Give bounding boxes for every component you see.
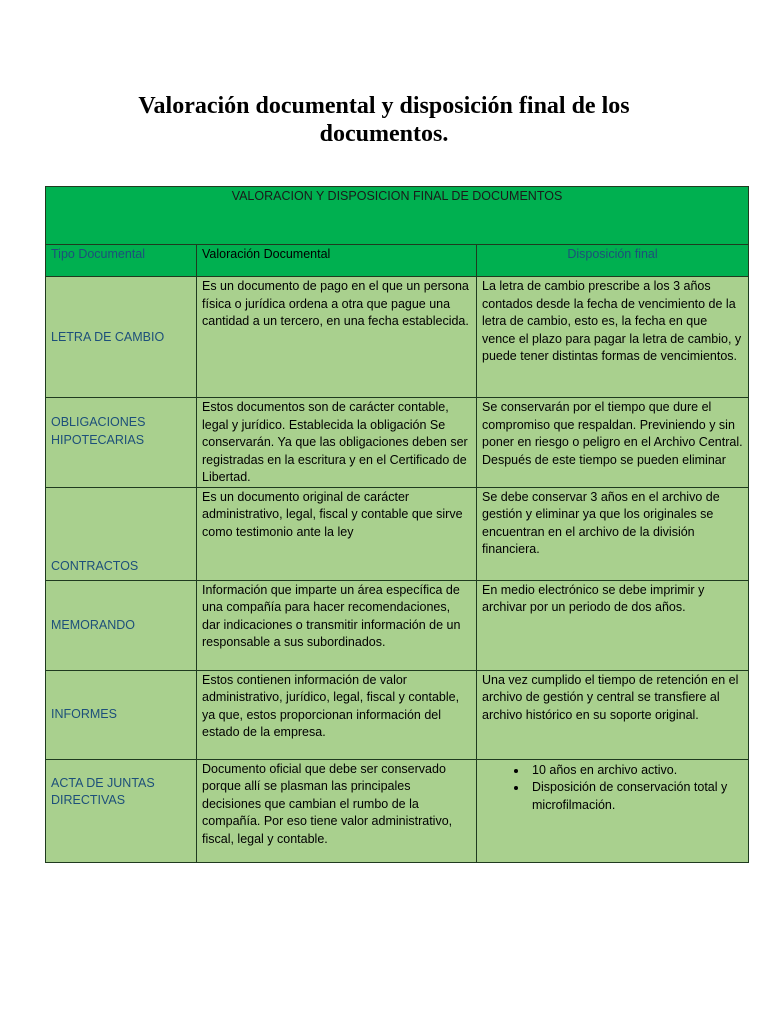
document-title: [0, 92, 768, 148]
row-valoracion: Documento oficial que debe ser conservado porque allí se plasman las principales decisiones que cambian el rumbo de la compañía. Por eso tiene valor administrativo, fiscal, legal y contable.: [197, 759, 477, 862]
column-header-valoracion: Valoración Documental: [197, 245, 477, 277]
row-disposicion: La letra de cambio prescribe a los 3 años contados desde la fecha de vencimiento de la letra de cambio, esto es, la fecha en que vence el plazo para pagar la letra de cambio, y puede tener distintas formas de vencimientos.: [477, 277, 749, 398]
valoracion-table: [45, 186, 749, 863]
row-valoracion: Es un documento original de carácter administrativo, legal, fiscal y contable que sirve como testimonio ante la ley: [197, 487, 477, 580]
row-disposicion: [477, 759, 749, 862]
disposicion-list: [482, 762, 743, 815]
list-item: • 10 años en archivo activo.: [528, 762, 743, 780]
row-type: MEMORANDO: [46, 580, 197, 670]
table-row: [46, 759, 749, 862]
table-row: [46, 670, 749, 759]
table-header: VALORACION Y DISPOSICION FINAL DE DOCUMENTOS: [46, 187, 749, 245]
row-disposicion: Se conservarán por el tiempo que dure el compromiso que respaldan. Previniendo y sin poner en riesgo o peligro en el Archivo Central. Después de este tiempo se pueden eliminar: [477, 398, 749, 488]
row-type: LETRA DE CAMBIO: [46, 277, 197, 398]
column-header-tipo: Tipo Documental: [46, 245, 197, 277]
table-row: [46, 277, 749, 398]
row-type: ACTA DE JUNTAS DIRECTIVAS: [46, 759, 197, 862]
row-valoracion: Estos documentos son de carácter contable, legal y jurídico. Establecida la obligación Se conservarán. Ya que las obligaciones deben ser registradas en la escritura y en el Certificado de Libertad.: [197, 398, 477, 488]
column-header-disposicion: Disposición final: [477, 245, 749, 277]
row-valoracion: Es un documento de pago en el que un persona física o jurídica ordena a otra que pague una cantidad a un tercero, en una fecha establecida.: [197, 277, 477, 398]
table-row: [46, 398, 749, 488]
row-type: INFORMES: [46, 670, 197, 759]
table-row: [46, 487, 749, 580]
row-type: CONTRACTOS: [46, 487, 197, 580]
row-type: OBLIGACIONES HIPOTECARIAS: [46, 398, 197, 488]
row-disposicion: Una vez cumplido el tiempo de retención en el archivo de gestión y central se transfiere al archivo histórico en su soporte original.: [477, 670, 749, 759]
row-disposicion: Se debe conservar 3 años en el archivo de gestión y eliminar ya que los originales se encuentran en el archivo de la división financiera.: [477, 487, 749, 580]
row-valoracion: Información que imparte un área específica de una compañía para hacer recomendaciones, dar indicaciones o transmitir información de un responsable a sus subordinados.: [197, 580, 477, 670]
title-line-1: Valoración documental y disposición final de los: [138, 93, 630, 119]
row-disposicion: En medio electrónico se debe imprimir y archivar por un periodo de dos años.: [477, 580, 749, 670]
list-item: • Disposición de conservación total y microfilmación.: [528, 779, 743, 814]
table-row: [46, 580, 749, 670]
row-valoracion: Estos contienen información de valor administrativo, jurídico, legal, fiscal y contable, ya que, estos proporcionan información del estado de la empresa.: [197, 670, 477, 759]
title-line-2: documentos.: [319, 121, 449, 147]
